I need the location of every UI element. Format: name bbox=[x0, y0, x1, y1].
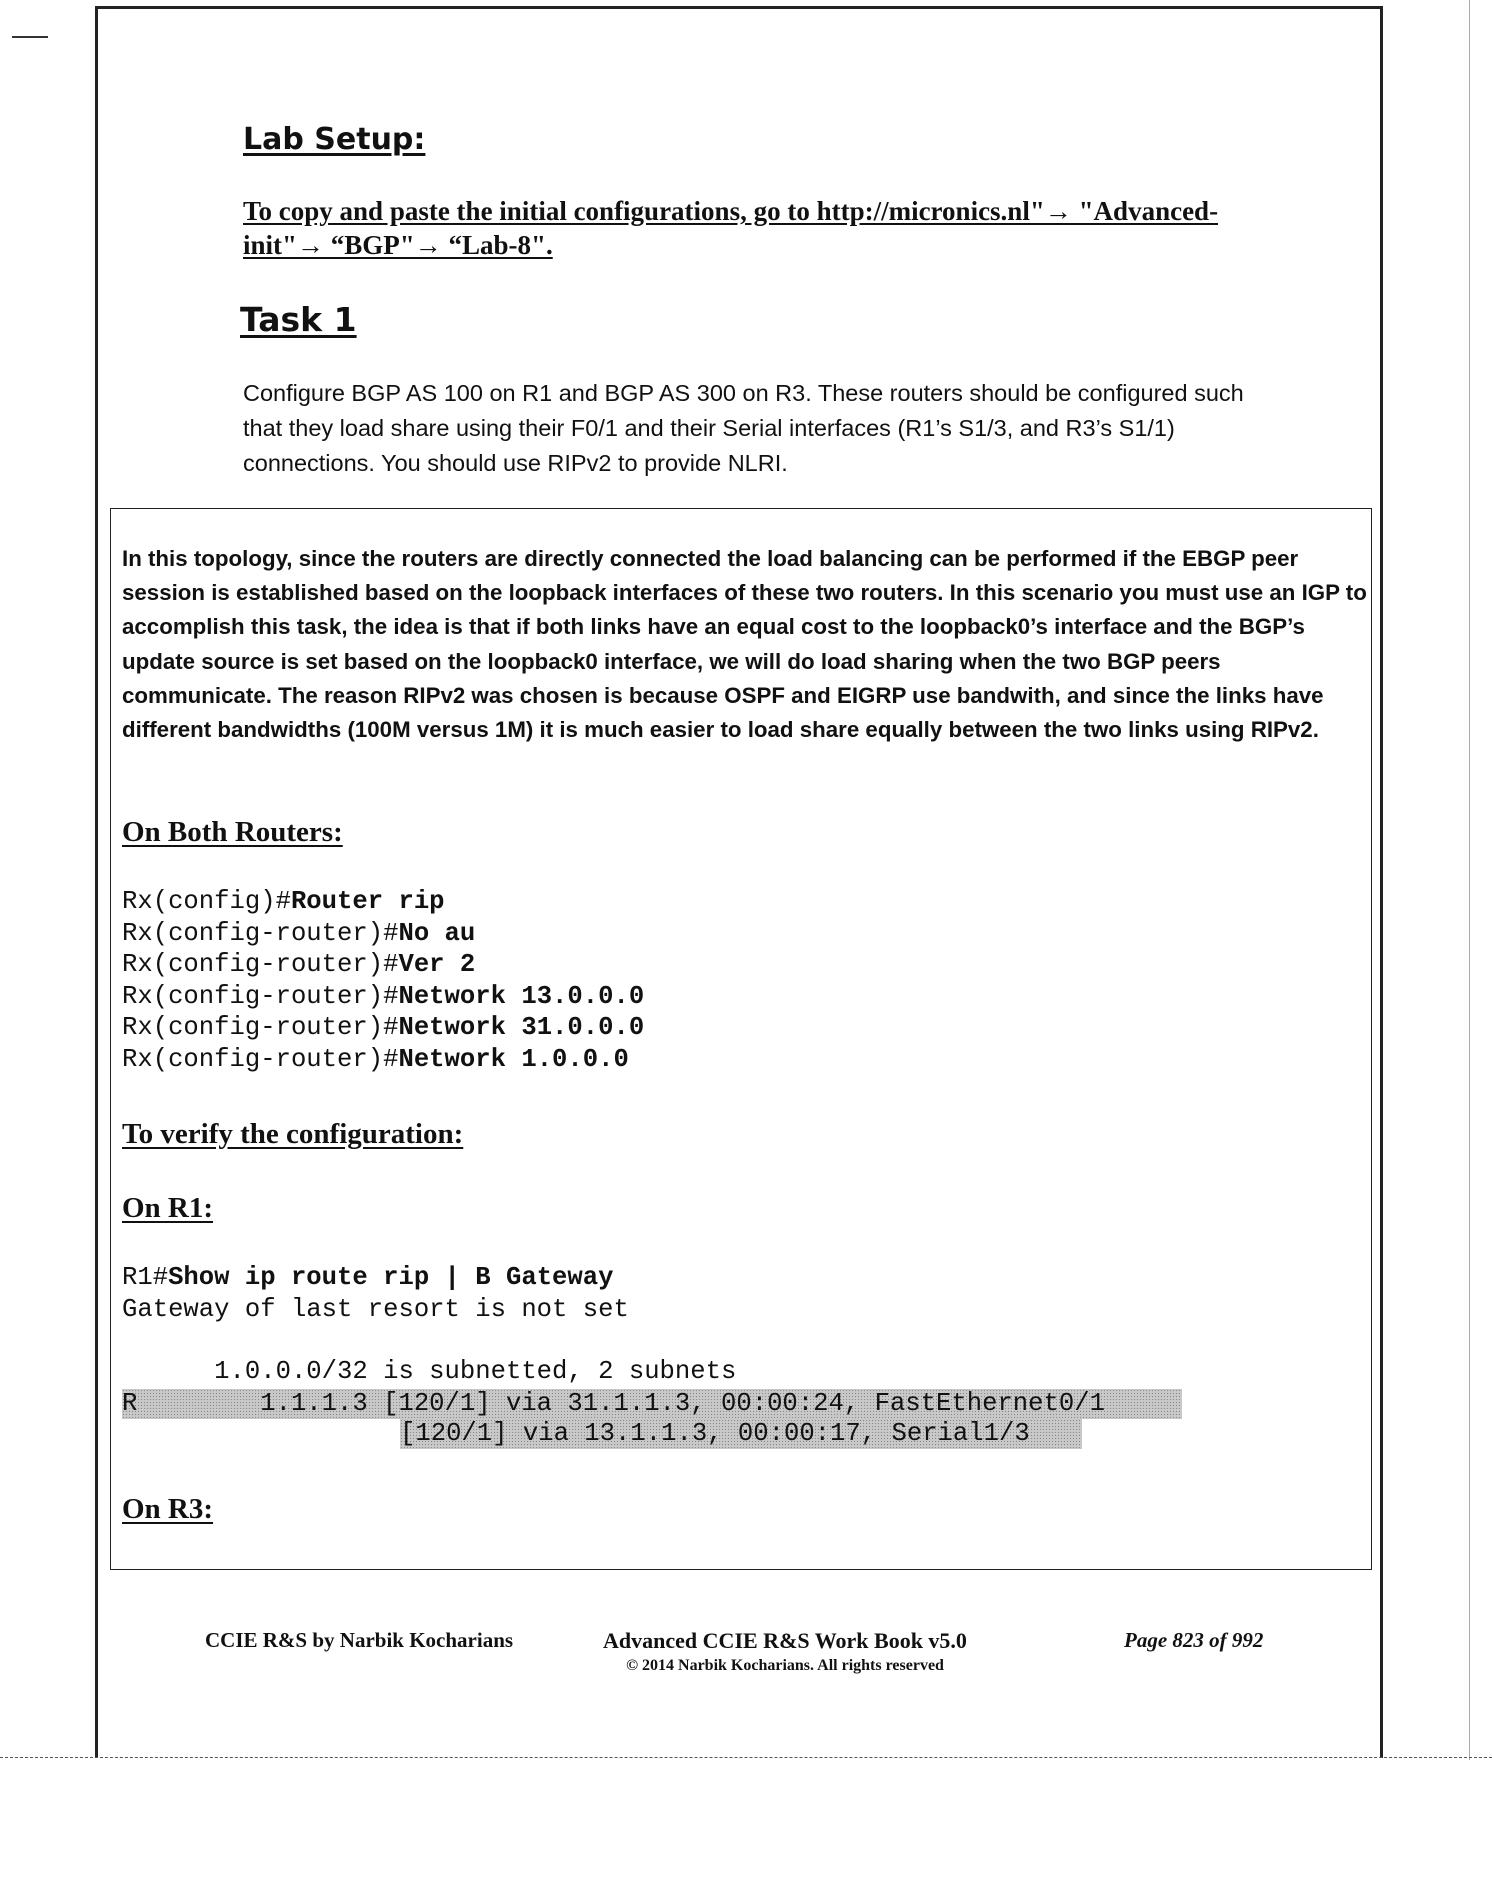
footer-page-number: Page 823 of 992 bbox=[1124, 1628, 1264, 1652]
r3-heading: On R3: bbox=[122, 1493, 214, 1525]
scan-bottom-edge bbox=[0, 1757, 1492, 1758]
footer-copyright: © 2014 Narbik Kocharians. All rights reserved bbox=[626, 1657, 944, 1674]
highlighted-route-line-1: R 1.1.1.3 [120/1] via 31.1.1.3, 00:00:24, FastEthernet0/1 bbox=[122, 1389, 1182, 1419]
code-line: Rx(config-router)#Network 31.0.0.0 bbox=[122, 1013, 645, 1042]
code-line: Rx(config-router)#Network 1.0.0.0 bbox=[122, 1044, 629, 1074]
gateway-line: Gateway of last resort is not set bbox=[122, 1294, 629, 1324]
subnetted-line: 1.0.0.0/32 is subnetted, 2 subnets bbox=[122, 1357, 737, 1386]
verify-heading: To verify the configuration: bbox=[122, 1118, 464, 1150]
link-line-2: init"→ “BGP"→ “Lab-8". bbox=[243, 230, 553, 260]
task-description: Configure BGP AS 100 on R1 and BGP AS 300 on R3. These routers should be configured such that they load share using their F0/1 and their Serial interfaces (R1’s S1/3, and R3’s S1/1) connections. You should use RIPv2 to provide NLRI. bbox=[243, 380, 1244, 476]
both-routers-heading: On Both Routers: bbox=[122, 816, 343, 848]
link-line-1: To copy and paste the initial configurations, go to http://micronics.nl"→ "Advanced- bbox=[243, 196, 1219, 226]
highlighted-route-line-2: [120/1] via 13.1.1.3, 00:00:17, Serial1/3 bbox=[400, 1419, 1082, 1449]
footer-author: CCIE R&S by Narbik Kocharians bbox=[205, 1628, 514, 1652]
code-line: Rx(config-router)#No au bbox=[122, 918, 476, 948]
code-line: Rx(config-router)#Network 13.0.0.0 bbox=[122, 981, 645, 1011]
solution-explanation: In this topology, since the routers are directly connected the load balancing can be performed if the EBGP peer session is established based on the loopback interfaces of these two routers. In this scenario you must use an IGP to accomplish this task, the idea is that if both links have an equal cost to the loopback0’s interface and the BGP’s update source is set based on the loopback0 interface, we will do load sharing when the two BGP peers communicate. The reason RIPv2 was chosen is because OSPF and EIGRP use bandwith, and since the links have different bandwidths (100M versus 1M) it is much easier to load share equally between the two links using RIPv2. bbox=[122, 546, 1367, 743]
footer-book bbox=[582, 1628, 988, 1675]
code-line: Rx(config-router)#Ver 2 bbox=[122, 950, 476, 979]
scan-edge-mark bbox=[12, 36, 48, 38]
scan-right-edge bbox=[1469, 0, 1470, 1760]
r1-heading: On R1: bbox=[122, 1192, 214, 1224]
task-heading: Task 1 bbox=[240, 300, 357, 339]
initial-config-link[interactable] bbox=[243, 194, 1283, 262]
footer-book-title: Advanced CCIE R&S Work Book v5.0 bbox=[603, 1628, 967, 1653]
code-line: Rx(config)#Router rip bbox=[122, 887, 445, 916]
rip-config-block bbox=[122, 886, 644, 1075]
r1-show-command: R1#Show ip route rip | B Gateway Gateway of last resort is not set bbox=[122, 1263, 629, 1324]
lab-setup-heading: Lab Setup: bbox=[243, 122, 426, 157]
